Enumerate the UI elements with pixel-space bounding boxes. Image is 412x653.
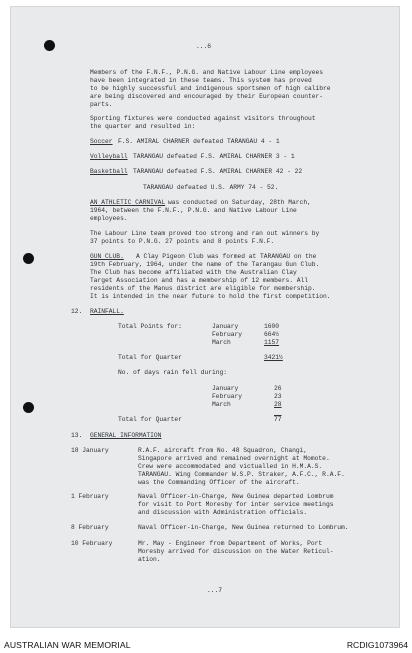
gun-club-line: A Clay Pigeon Club was formed at TARANGAU on the — [136, 253, 317, 260]
fixture-result: TARANGAU defeated F.S. AMIRAL CHARNER 42 - 22 — [133, 168, 303, 175]
entry-date: 8 February — [71, 524, 109, 531]
rainfall-number: 12. — [71, 308, 83, 315]
entry-date: 10 February — [71, 540, 113, 547]
rainfall-points-value: 664½ — [264, 331, 280, 338]
entry-line: R.A.F. aircraft from No. 48 Squadron, Changi, — [138, 447, 308, 454]
entry-line: ation. — [138, 556, 161, 563]
rainfall-month: March — [212, 339, 231, 346]
archive-footer — [0, 636, 412, 653]
intro-line: are being discovered and encouraged by their European counter- — [90, 93, 324, 100]
entry-line: Crew were accommodated and victualled in H.M.A.S. — [138, 463, 323, 470]
fixture-sport: Basketball — [90, 168, 128, 175]
intro-line: to be highly successful and indigenous sportsmen of high calibre — [90, 85, 331, 92]
gun-club-line: 19th February, 1964, under the name of the Tarangau Gun Club. — [90, 261, 320, 268]
rainfall-month: February — [212, 393, 243, 400]
carnival-result-line: 37 points to P.N.G. 27 points and 8 points F.N.F. — [90, 238, 275, 245]
fixture-result: TARANGAU defeated F.S. AMIRAL CHARNER 3 - 1 — [133, 153, 295, 160]
general-number: 13. — [71, 432, 83, 439]
intro-line: have been integrated in these teams. This system has proved — [90, 77, 312, 84]
gun-club-heading: GUN CLUB. — [90, 253, 124, 260]
carnival-heading: AN ATHLETIC CARNIVAL — [90, 199, 166, 206]
intro-line: Members of the F.N.F., P.N.G. and Native Labour Line employees — [90, 69, 324, 76]
entry-line: Naval Officer-in-Charge, New Guinea departed Lombrum — [138, 493, 334, 500]
carnival-line: was conducted on Saturday, 28th March, — [168, 199, 311, 206]
entry-line: TARANGAU. Wing Commander W.S.P. Straker, A.F.C., R.A.F. — [138, 471, 345, 478]
intro-line: parts. — [90, 101, 113, 108]
entry-line: Moresby arrived for discussion on the Water Reticul- — [138, 548, 334, 555]
gun-club-line: The Club has become affiliated with the Australian Clay — [90, 269, 297, 276]
rainfall-points-value: 1157 — [264, 339, 280, 346]
total-points-label: Total Points for: — [118, 323, 182, 330]
gun-club-line: residents of the Manus district are eligible for membership. — [90, 285, 316, 292]
rain-days-label: No. of days rain fell during: — [118, 369, 228, 376]
footer-record-id: RCDIG1073964 — [346, 640, 408, 650]
entry-line: Mr. May - Engineer from Department of Works, Port — [138, 540, 323, 547]
rainfall-month: January — [212, 385, 239, 392]
fixtures-intro-line: Sporting fixtures were conducted against visitors throughout — [90, 115, 316, 122]
entry-line: was the Commanding Officer of the aircraft. — [138, 479, 300, 486]
rainfall-points-value: 1600 — [264, 323, 280, 330]
rainfall-month: January — [212, 323, 239, 330]
general-heading: GENERAL INFORMATION — [90, 432, 162, 439]
gun-club-line: It is intended in the near future to hold the first competition. — [90, 293, 331, 300]
quarter-total-label: Total for Quarter — [118, 416, 182, 423]
gun-club-line: Target Association and has a membership of 12 members. All — [90, 277, 309, 284]
rainfall-month: March — [212, 401, 231, 408]
quarter-total-label: Total for Quarter — [118, 354, 182, 361]
rainfall-heading: RAINFALL. — [90, 308, 124, 315]
punch-hole-bottom — [23, 402, 34, 413]
punch-hole-top — [44, 40, 55, 51]
page-number-bottom: ...7 — [207, 587, 223, 594]
punch-hole-middle — [23, 253, 34, 264]
rain-days-value: 26 — [274, 385, 282, 392]
rain-days-value: 28 — [274, 401, 282, 408]
fixture-sport: Soccer — [90, 138, 113, 145]
fixture-result: TARANGAU defeated U.S. ARMY 74 - 52. — [143, 184, 279, 191]
quarter-total-points: 3421½ — [264, 354, 283, 361]
fixture-result: F.S. AMIRAL CHARNER defeated TARANGAU 4 - 1 — [118, 138, 280, 145]
entry-date: 1 February — [71, 493, 109, 500]
entry-line: Naval Officer-in-Charge, New Guinea returned to Lombrum. — [138, 524, 349, 531]
entry-line: Singapore arrived and remained overnight at Momote. — [138, 455, 330, 462]
entry-line: and discussion with Administration officials. — [138, 509, 308, 516]
fixtures-intro-line: the quarter and resulted in: — [90, 123, 196, 130]
fixture-sport: Volleyball — [90, 153, 128, 160]
carnival-line: employees. — [90, 215, 128, 222]
rain-days-value: 23 — [274, 393, 282, 400]
entry-line: for visit to Port Moresby for inter service meetings — [138, 501, 334, 508]
rainfall-month: February — [212, 331, 243, 338]
carnival-result-line: The Labour Line team proved too strong and ran out winners by — [90, 230, 320, 237]
page-number-top: ...6 — [196, 43, 212, 50]
quarter-total-days: 77 — [274, 416, 282, 423]
entry-date: 18 January — [71, 447, 109, 454]
footer-source: AUSTRALIAN WAR MEMORIAL — [4, 640, 131, 650]
carnival-line: 1964, between the F.N.F., P.N.G. and Native Labour Line — [90, 207, 297, 214]
